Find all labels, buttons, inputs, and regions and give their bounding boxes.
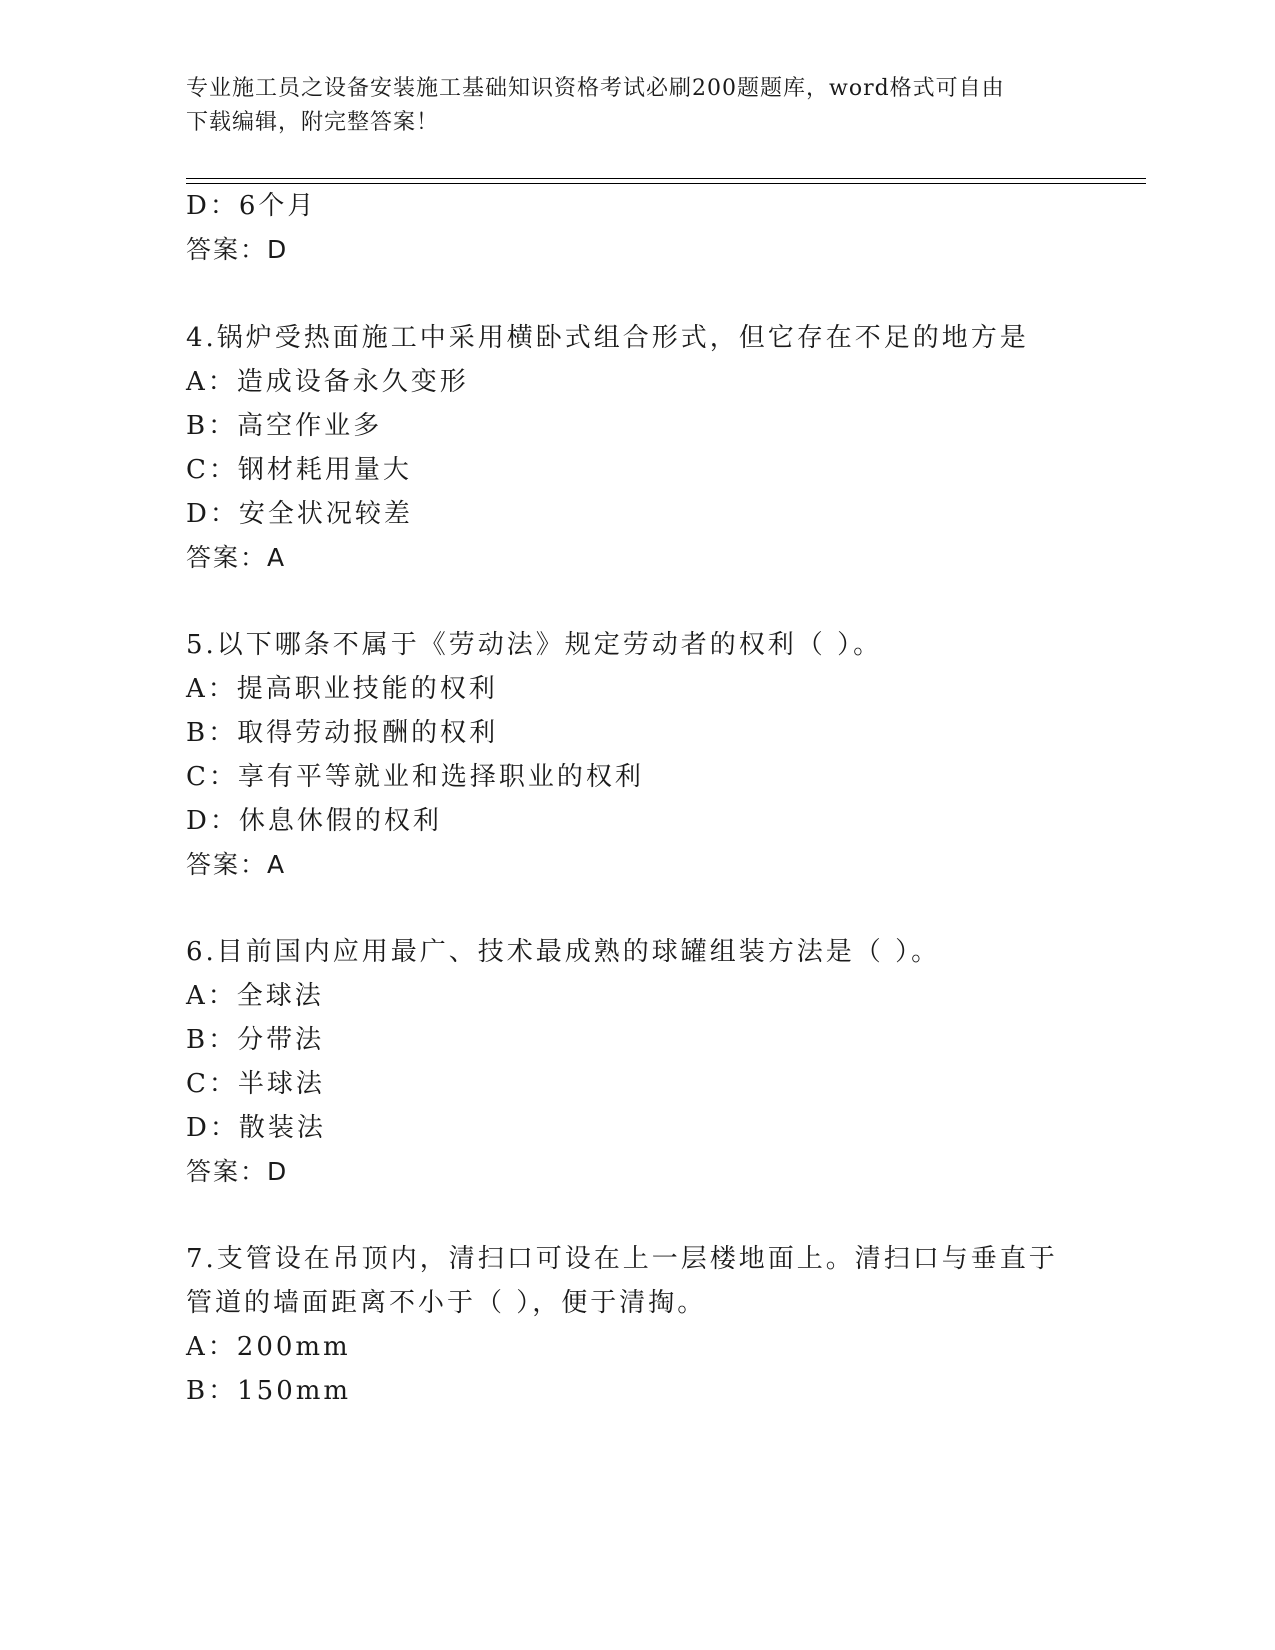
header-line-2: 下载编辑，附完整答案！ bbox=[186, 110, 440, 135]
q5-stem: 5.以下哪条不属于《劳动法》规定劳动者的权利（ ）。 bbox=[186, 630, 883, 660]
q6-option-c: C：半球法 bbox=[186, 1069, 325, 1099]
q7-option-b: B：150mm bbox=[186, 1376, 352, 1406]
q6-option-a: A：全球法 bbox=[186, 981, 324, 1011]
header-divider-top bbox=[186, 178, 1146, 179]
q4-option-d: D：安全状况较差 bbox=[186, 499, 413, 529]
q6-answer: 答案：D bbox=[186, 1157, 289, 1186]
q3-option-d: D：6个月 bbox=[186, 191, 317, 221]
q4-option-b: B：高空作业多 bbox=[186, 411, 383, 441]
q4-option-a: A：造成设备永久变形 bbox=[186, 367, 469, 397]
q3-answer: 答案：D bbox=[186, 235, 289, 264]
document-header bbox=[186, 72, 1066, 140]
q7-stem-line-2: 管道的墙面距离不小于（ ），便于清掏。 bbox=[186, 1288, 707, 1318]
header-line-1: 专业施工员之设备安装施工基础知识资格考试必刷200题题库，word格式可自由 bbox=[186, 76, 1005, 101]
q5-option-d: D：休息休假的权利 bbox=[186, 806, 442, 836]
q4-stem: 4.锅炉受热面施工中采用横卧式组合形式，但它存在不足的地方是 bbox=[186, 323, 1029, 353]
q4-option-c: C：钢材耗用量大 bbox=[186, 455, 412, 485]
q7-stem-line-1: 7.支管设在吊顶内，清扫口可设在上一层楼地面上。清扫口与垂直于 bbox=[186, 1244, 1058, 1274]
q5-answer: 答案：A bbox=[186, 850, 287, 879]
q5-option-a: A：提高职业技能的权利 bbox=[186, 674, 498, 704]
q6-option-b: B：分带法 bbox=[186, 1025, 325, 1055]
q5-option-c: C：享有平等就业和选择职业的权利 bbox=[186, 762, 644, 792]
q4-answer: 答案：A bbox=[186, 543, 287, 572]
header-divider-bottom bbox=[186, 183, 1146, 184]
q7-option-a: A：200mm bbox=[186, 1332, 351, 1362]
q6-stem: 6.目前国内应用最广、技术最成熟的球罐组装方法是（ ）。 bbox=[186, 937, 941, 967]
q5-option-b: B：取得劳动报酬的权利 bbox=[186, 718, 499, 748]
q6-option-d: D：散装法 bbox=[186, 1113, 326, 1143]
